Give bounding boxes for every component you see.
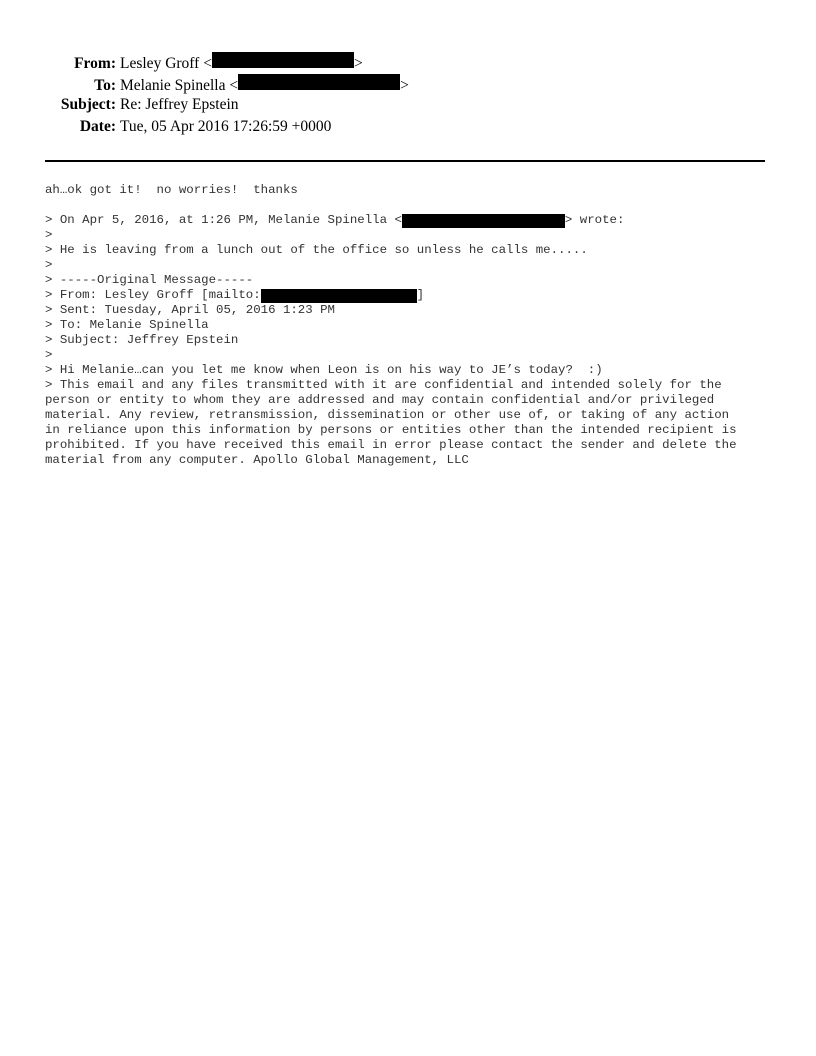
original-sent: > Sent: Tuesday, April 05, 2016 1:23 PM <box>45 303 335 317</box>
original-from-start: > From: Lesley Groff [mailto: <box>45 288 261 302</box>
original-message-header: > -----Original Message----- <box>45 273 254 287</box>
date-value: Tue, 05 Apr 2016 17:26:59 +0000 <box>120 118 332 135</box>
redacted-block <box>212 52 354 68</box>
disclaimer-line: material from any computer. Apollo Global Management, LLC <box>45 453 469 467</box>
redacted-block <box>238 74 400 90</box>
to-value <box>120 74 409 95</box>
quote-blank: > <box>45 258 53 272</box>
disclaimer-line: prohibited. If you have received this email in error please contact the sender and delete the <box>45 438 737 452</box>
disclaimer-line: material. Any review, retransmission, dissemination or other use of, or taking of any action <box>45 408 730 422</box>
to-label: To: <box>94 77 116 94</box>
subject-label: Subject: <box>60 96 116 113</box>
subject-value: Re: Jeffrey Epstein <box>120 96 239 113</box>
disclaimer-line: > This email and any files transmitted with it are confidential and intended solely for the <box>45 378 722 392</box>
from-close: > <box>353 55 363 72</box>
quote-blank: > <box>45 228 53 242</box>
spacer <box>45 198 775 213</box>
email-body <box>45 183 775 468</box>
header-divider <box>45 160 765 162</box>
disclaimer-line: person or entity to whom they are addressed and may contain confidential and/or privileged <box>45 393 715 407</box>
redacted-block <box>261 289 417 303</box>
original-to: > To: Melanie Spinella <box>45 318 209 332</box>
redacted-block <box>402 214 565 228</box>
from-row <box>0 52 816 74</box>
quote-intro-end: > wrote: <box>564 213 625 227</box>
reply-text: ah…ok got it! no worries! thanks <box>45 183 298 197</box>
quote-blank: > <box>45 348 53 362</box>
date-label: Date: <box>79 118 116 135</box>
quote-intro-start: > On Apr 5, 2016, at 1:26 PM, Melanie Spinella < <box>45 213 402 227</box>
email-header <box>0 52 816 140</box>
to-name: Melanie Spinella < <box>120 77 239 94</box>
original-subject: > Subject: Jeffrey Epstein <box>45 333 239 347</box>
disclaimer-line: in reliance upon this information by persons or entities other than the intended recipient is <box>45 423 737 437</box>
original-from-end: ] <box>416 288 425 302</box>
original-body: > Hi Melanie…can you let me know when Leon is on his way to JE’s today? :) <box>45 363 603 377</box>
subject-row <box>0 96 816 118</box>
to-row <box>0 74 816 96</box>
date-row <box>0 118 816 140</box>
original-from <box>45 288 775 303</box>
from-value <box>120 52 363 73</box>
quote-intro <box>45 213 775 228</box>
from-label: From: <box>74 55 116 72</box>
from-name: Lesley Groff < <box>120 55 212 72</box>
quote-reply: > He is leaving from a lunch out of the office so unless he calls me..... <box>45 243 588 257</box>
to-close: > <box>400 77 409 94</box>
